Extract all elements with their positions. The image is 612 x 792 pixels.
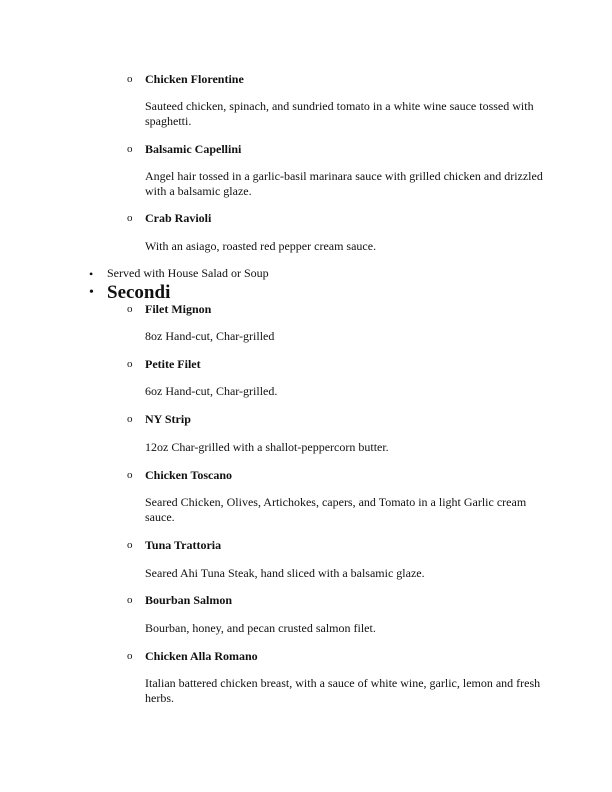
- sub-bullet-marker: o: [127, 73, 133, 85]
- main-bullet-marker: •: [89, 267, 94, 281]
- menu-item-description: 6oz Hand-cut, Char-grilled.: [145, 384, 278, 398]
- sub-bullet-marker: o: [127, 539, 133, 551]
- menu-item-name: Bourban Salmon: [145, 593, 233, 607]
- served-note: Served with House Salad or Soup: [107, 266, 269, 280]
- sub-bullet-marker: o: [127, 413, 133, 425]
- menu-item-name: Crab Ravioli: [145, 211, 212, 225]
- sub-bullet-marker: o: [127, 650, 133, 662]
- menu-item-description: Seared Ahi Tuna Steak, hand sliced with a balsamic glaze.: [145, 566, 425, 580]
- menu-item-description: Sauteed chicken, spinach, and sundried tomato in a white wine sauce tossed with spaghetti.: [145, 99, 534, 128]
- sub-bullet-marker: o: [127, 594, 133, 606]
- menu-item-description: 8oz Hand-cut, Char-grilled: [145, 329, 275, 343]
- sub-bullet-marker: o: [127, 358, 133, 370]
- menu-item-description: Seared Chicken, Olives, Artichokes, capers, and Tomato in a light Garlic cream sauce.: [145, 495, 527, 524]
- sub-bullet-marker: o: [127, 143, 133, 155]
- sub-bullet-marker: o: [127, 212, 133, 224]
- main-bullet-marker: •: [89, 285, 94, 300]
- menu-item-name: Balsamic Capellini: [145, 142, 242, 156]
- menu-item-name: Tuna Trattoria: [145, 538, 222, 552]
- section-heading: Secondi: [107, 282, 171, 303]
- sub-bullet-marker: o: [127, 469, 133, 481]
- menu-item-name: Chicken Alla Romano: [145, 649, 258, 663]
- menu-item-name: Petite Filet: [145, 357, 201, 371]
- menu-item-name: NY Strip: [145, 412, 191, 426]
- menu-item-description: 12oz Char-grilled with a shallot-peppercorn butter.: [145, 440, 389, 454]
- menu-item-description: Italian battered chicken breast, with a sauce of white wine, garlic, lemon and fresh herbs.: [145, 676, 541, 705]
- menu-item-name: Chicken Toscano: [145, 468, 233, 482]
- menu-item-description: With an asiago, roasted red pepper cream sauce.: [145, 239, 377, 253]
- menu-item-name: Chicken Florentine: [145, 72, 244, 86]
- menu-item-description: Angel hair tossed in a garlic-basil marinara sauce with grilled chicken and drizzled with a balsamic glaze.: [145, 169, 543, 198]
- menu-item-name: Filet Mignon: [145, 302, 212, 316]
- sub-bullet-marker: o: [127, 303, 133, 315]
- menu-item-description: Bourban, honey, and pecan crusted salmon filet.: [145, 621, 376, 635]
